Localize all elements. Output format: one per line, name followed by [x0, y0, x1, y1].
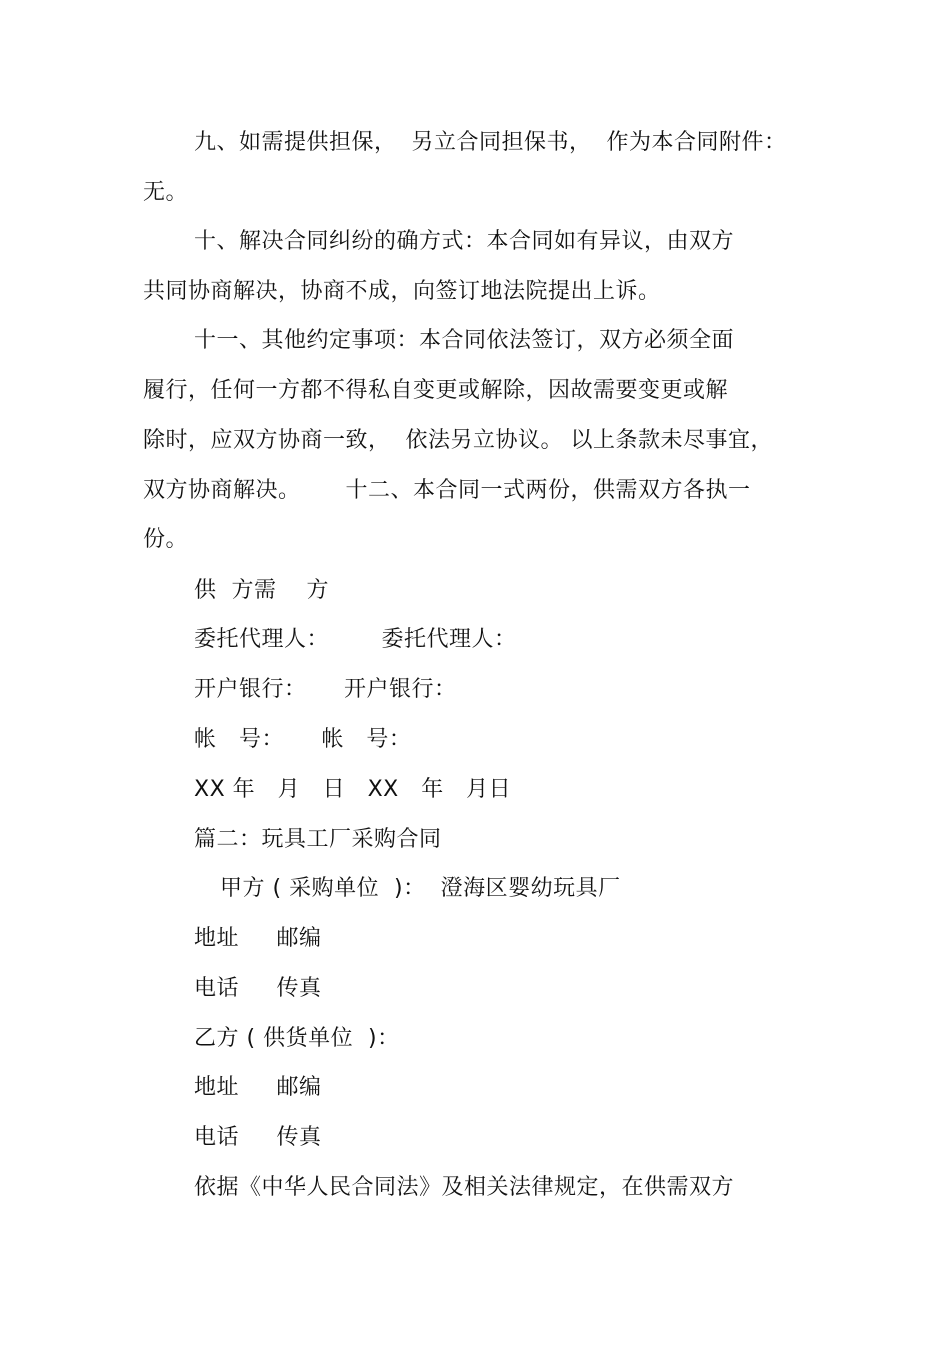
text-line: 电话 传真 [194, 1125, 322, 1150]
text-line: 十一、其他约定事项：本合同依法签订，双方必须全面 [194, 328, 735, 353]
text-line: 无。 [143, 180, 189, 205]
text-line: 供 方需 方 [194, 578, 329, 603]
text-line: 共同协商解决，协商不成，向签订地法院提出上诉。 [143, 279, 661, 304]
text-line: 除时，应双方协商一致， 依法另立协议。 以上条款未尽事宜， [143, 428, 773, 453]
section-heading: 篇二：玩具工厂采购合同 [194, 827, 442, 852]
text-line: 委托代理人： 委托代理人： [194, 627, 517, 652]
text-line: 帐 号： 帐 号： [194, 727, 412, 752]
text-line: 电话 传真 [194, 976, 322, 1001]
text-line: 地址 邮编 [194, 926, 322, 951]
text-line: 甲方 ( 采购单位 )： 澄海区婴幼玩具厂 [220, 876, 621, 901]
text-line: 双方协商解决。 十二、本合同一式两份，供需双方各执一 [143, 478, 751, 503]
text-line: 地址 邮编 [194, 1075, 322, 1100]
text-line: 十、解决合同纠纷的确方式：本合同如有异议，由双方 [194, 229, 735, 254]
text-line: XX 年 月 日 XX 年 月日 [194, 777, 512, 802]
text-line: 份。 [143, 527, 189, 552]
text-line: 履行，任何一方都不得私自变更或解除，因故需要变更或解 [143, 378, 729, 403]
text-line: 九、如需提供担保， 另立合同担保书， 作为本合同附件： [194, 130, 787, 155]
text-line: 开户银行： 开户银行： [194, 677, 457, 702]
text-line: 依据《中华人民合同法》及相关法律规定，在供需双方 [194, 1175, 735, 1200]
text-line: 乙方 ( 供货单位 )： [194, 1026, 400, 1051]
